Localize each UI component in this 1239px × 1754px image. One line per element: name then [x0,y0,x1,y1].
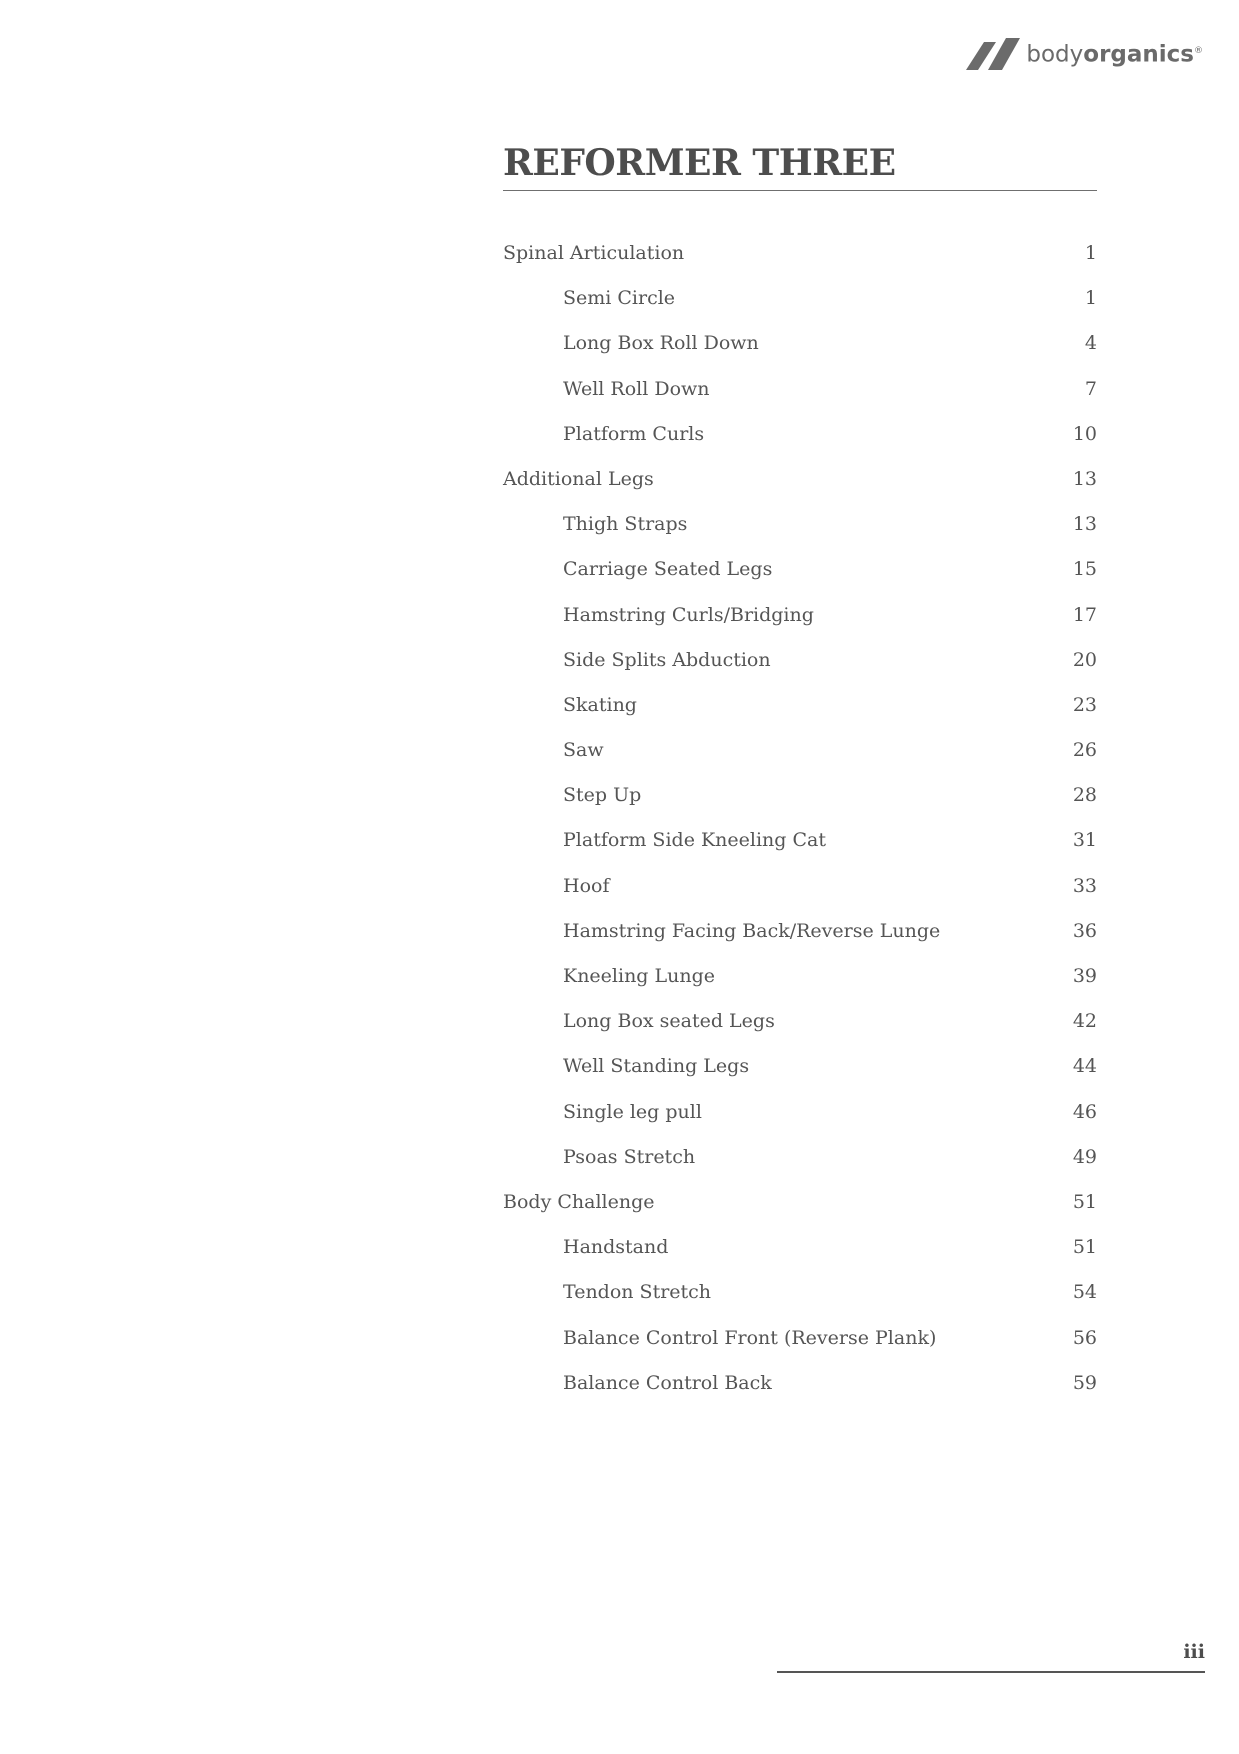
toc-entry-label: Kneeling Lunge [563,965,716,987]
toc-section[interactable] [503,1180,1097,1225]
brand-name [1026,34,1203,72]
toc-entry-label: Well Standing Legs [563,1055,750,1078]
toc-entry-page: 36 [1072,919,1097,942]
toc-entry-page: 15 [1072,558,1097,581]
toc-section[interactable] [503,457,1097,502]
toc-entry-label: Platform Side Kneeling Cat [563,829,826,852]
toc-entry-page: 33 [1072,874,1097,897]
toc-entry-page: 4 [1084,332,1097,355]
toc-subentry[interactable] [503,1270,1097,1315]
footer-rule [777,1671,1205,1673]
brand-logo [964,36,1203,70]
toc-entry-label: Platform Curls [563,422,705,445]
toc-entry-page: 1 [1084,287,1097,310]
toc-entry-label: Carriage Seated Legs [563,558,773,581]
toc-entry-page: 26 [1072,739,1097,762]
toc-entry-label: Long Box seated Legs [563,1010,775,1033]
toc-entry-page: 54 [1072,1281,1097,1304]
brand-name-light: body [1026,41,1084,68]
toc-subentry[interactable] [503,1090,1097,1135]
toc-subentry[interactable] [503,999,1097,1044]
toc-entry-page: 13 [1072,467,1097,490]
toc-entry-page: 44 [1072,1055,1097,1078]
toc-entry-label: Side Splits Abduction [563,648,771,671]
toc-subentry[interactable] [503,728,1097,773]
toc-section[interactable] [503,231,1097,276]
toc-subentry[interactable] [503,1044,1097,1089]
toc-entry-label: Step Up [563,784,642,807]
toc-entry-page: 10 [1072,422,1097,445]
toc-entry-page: 20 [1072,648,1097,671]
toc-entry-label: Hoof [563,874,610,897]
toc-subentry[interactable] [503,1316,1097,1361]
toc-subentry[interactable] [503,547,1097,592]
toc-entry-page: 17 [1072,603,1097,626]
toc-entry-page: 39 [1072,965,1097,987]
toc-subentry[interactable] [503,909,1097,954]
toc-entry-page: 46 [1072,1100,1097,1123]
toc-subentry[interactable] [503,593,1097,638]
toc-subentry[interactable] [503,954,1097,999]
toc-entry-page: 49 [1072,1145,1097,1168]
toc-subentry[interactable] [503,1225,1097,1270]
toc-entry-label: Hamstring Curls/Bridging [563,603,814,626]
toc-entry-page: 23 [1072,693,1097,716]
toc-title: REFORMER THREE [503,140,1097,191]
toc-entry-label: Semi Circle [563,287,676,310]
page-number: iii [1183,1641,1205,1663]
toc-entry-label: Additional Legs [503,467,654,490]
toc-entry-label: Balance Control Back [563,1371,772,1394]
toc-entry-label: Body Challenge [503,1190,655,1213]
toc-entry-page: 13 [1072,513,1097,536]
toc-entry-label: Long Box Roll Down [563,332,759,355]
toc-entry-label: Tendon Stretch [563,1281,712,1304]
toc-entry-page: 1 [1084,242,1097,264]
toc-subentry[interactable] [503,1135,1097,1180]
toc-entry-label: Hamstring Facing Back/Reverse Lunge [563,919,941,942]
toc-subentry[interactable] [503,818,1097,863]
toc-entry-label: Psoas Stretch [563,1145,696,1168]
toc-subentry[interactable] [503,321,1097,366]
toc-entry-label: Single leg pull [563,1100,702,1123]
toc-entry-label: Thigh Straps [563,513,688,536]
toc-entry-page: 31 [1072,829,1097,852]
toc-entry-page: 51 [1072,1236,1097,1259]
toc-entry-page: 51 [1072,1190,1097,1213]
toc-list [503,231,1097,1406]
body-organics-logo-icon [964,36,1020,70]
toc-entry-label: Skating [563,693,637,716]
registered-mark: ® [1194,46,1203,57]
toc-subentry[interactable] [503,864,1097,909]
toc-entry-page: 56 [1072,1326,1097,1349]
toc-entry-label: Spinal Articulation [503,242,685,264]
toc-entry-page: 59 [1072,1371,1097,1394]
toc-subentry[interactable] [503,276,1097,321]
toc-subentry[interactable] [503,1361,1097,1406]
toc-entry-page: 42 [1072,1010,1097,1033]
table-of-contents [503,140,1097,1406]
toc-entry-page: 28 [1072,784,1097,807]
toc-entry-label: Well Roll Down [563,377,710,400]
toc-subentry[interactable] [503,683,1097,728]
toc-entry-page: 7 [1084,377,1097,400]
toc-subentry[interactable] [503,773,1097,818]
toc-entry-label: Saw [563,739,604,762]
toc-subentry[interactable] [503,367,1097,412]
toc-subentry[interactable] [503,502,1097,547]
toc-subentry[interactable] [503,638,1097,683]
toc-entry-label: Handstand [563,1236,669,1259]
brand-name-bold: organics [1083,41,1194,68]
toc-entry-label: Balance Control Front (Reverse Plank) [563,1326,937,1349]
toc-subentry[interactable] [503,412,1097,457]
